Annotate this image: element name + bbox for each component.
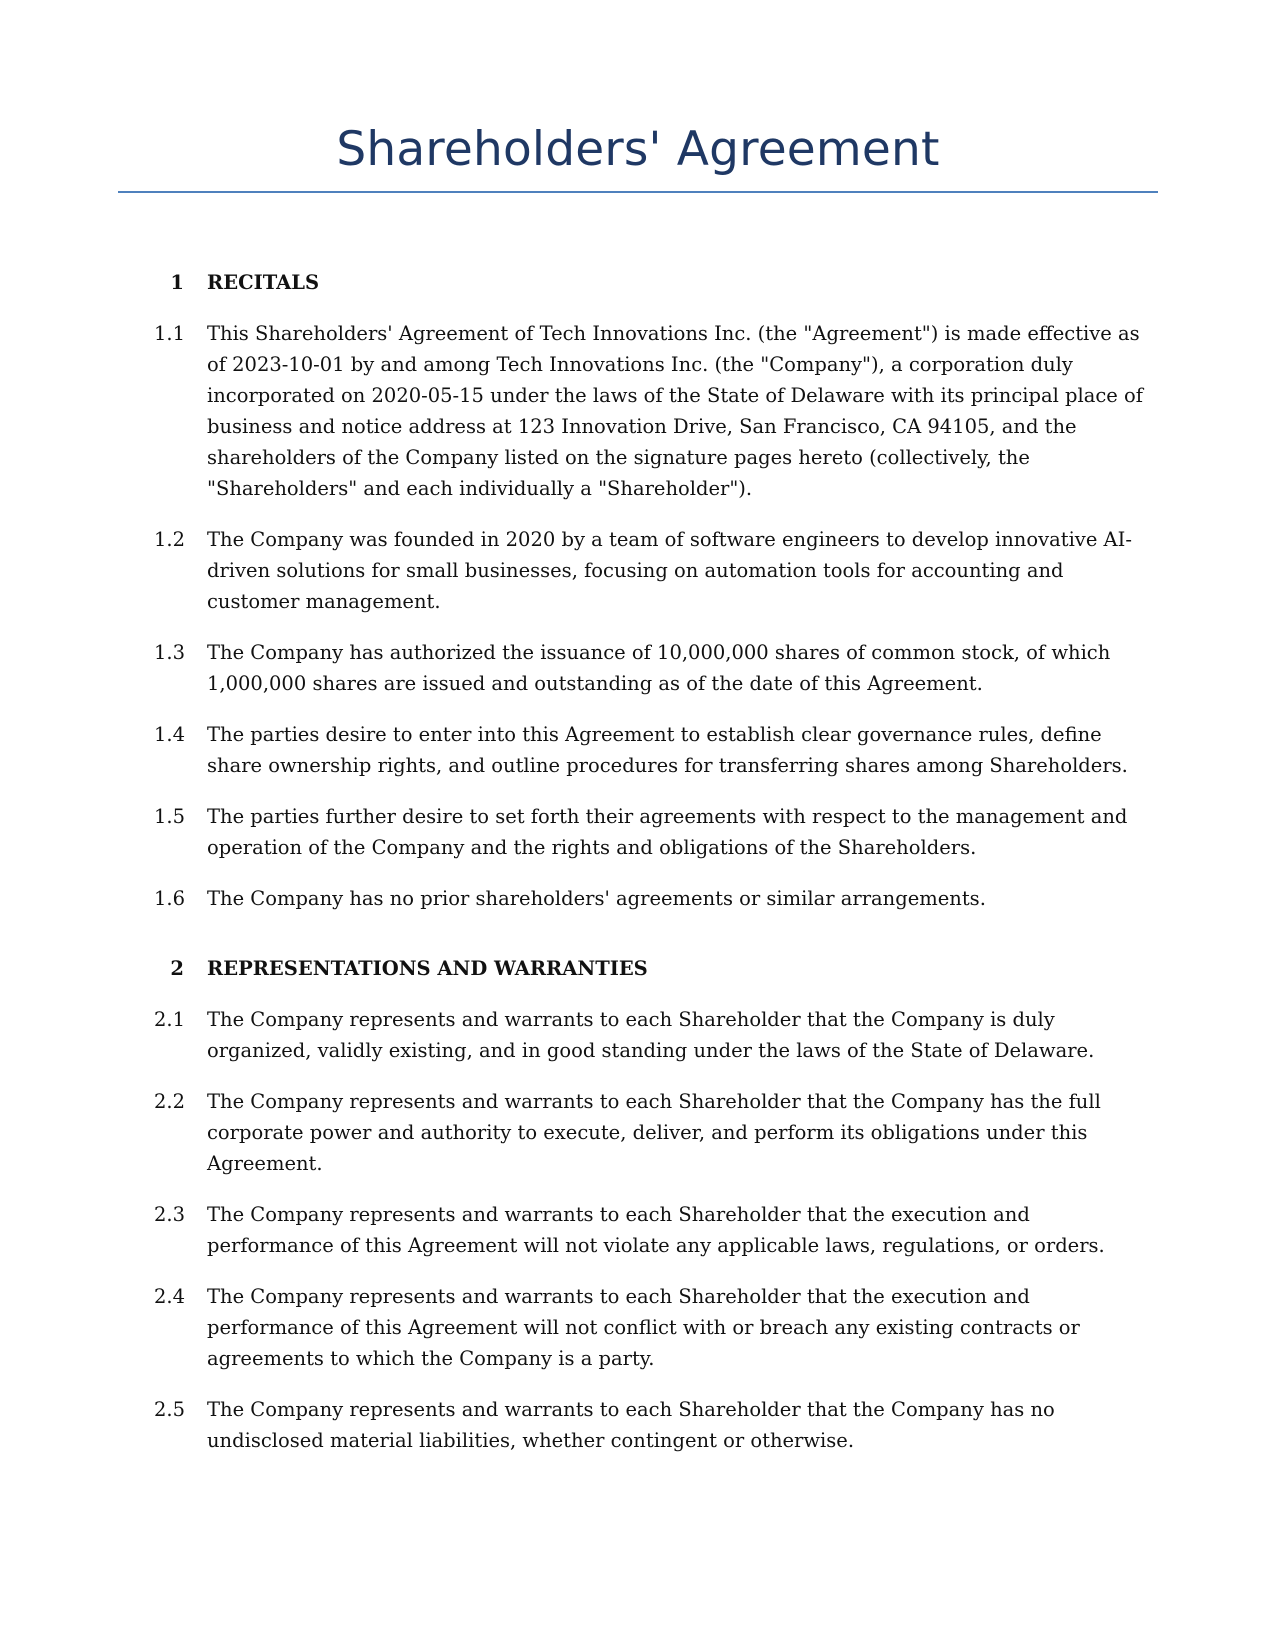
clause-number: 2.1 bbox=[153, 1008, 185, 1031]
clause bbox=[0, 1394, 1275, 1456]
clause-text bbox=[207, 719, 1137, 781]
clause-line: incorporated on 2020-05-15 under the laws of the State of Delaware with its principal place of bbox=[207, 384, 1143, 407]
document-title: Shareholders' Agreement bbox=[336, 122, 940, 177]
section-heading-text: REPRESENTATIONS AND WARRANTIES bbox=[207, 957, 648, 980]
title-underline bbox=[118, 191, 1158, 193]
clause-line: The Company was founded in 2020 by a team of software engineers to develop innovative AI- bbox=[207, 528, 1132, 551]
clause-line: shareholders of the Company listed on the signature pages hereto (collectively, the bbox=[207, 446, 1030, 469]
clause bbox=[0, 637, 1275, 699]
clause-number: 1.2 bbox=[153, 528, 185, 551]
section-heading-text: RECITALS bbox=[207, 271, 320, 294]
clause-line: performance of this Agreement will not conflict with or breach any existing contracts or bbox=[207, 1316, 1080, 1339]
clause-line: The Company has authorized the issuance of 10,000,000 shares of common stock, of which bbox=[207, 641, 1111, 664]
section-representations-and-warranties bbox=[0, 954, 1275, 1456]
clause-line: business and notice address at 123 Innovation Drive, San Francisco, CA 94105, and the bbox=[207, 415, 1077, 438]
clause-line: "Shareholders" and each individually a "Shareholder"). bbox=[207, 477, 753, 500]
clause-line: organized, validly existing, and in good standing under the laws of the State of Delaware. bbox=[207, 1039, 1095, 1062]
clause-line: The parties desire to enter into this Agreement to establish clear governance rules, define bbox=[207, 723, 1102, 746]
clause-line: This Shareholders' Agreement of Tech Innovations Inc. (the "Agreement") is made effective as bbox=[207, 322, 1140, 345]
clause bbox=[0, 524, 1275, 617]
clause-line: The Company represents and warrants to each Shareholder that the Company has no bbox=[207, 1398, 1055, 1421]
clause-text bbox=[207, 801, 1137, 863]
clause-line: performance of this Agreement will not violate any applicable laws, regulations, or orders. bbox=[207, 1234, 1105, 1257]
clause-line: 1,000,000 shares are issued and outstanding as of the date of this Agreement. bbox=[207, 672, 983, 695]
clause-text bbox=[207, 1086, 1137, 1179]
clause-line: of 2023-10-01 by and among Tech Innovations Inc. (the "Company"), a corporation duly bbox=[207, 353, 1073, 376]
clause-line: The Company represents and warrants to each Shareholder that the Company is duly bbox=[207, 1008, 1055, 1031]
clause-number: 2.3 bbox=[153, 1203, 185, 1226]
clause bbox=[0, 883, 1275, 914]
clause-number: 1.6 bbox=[153, 887, 185, 910]
clause-number: 1.5 bbox=[153, 805, 185, 828]
clause-number: 1.4 bbox=[153, 723, 185, 746]
clause-line: The Company represents and warrants to each Shareholder that the execution and bbox=[207, 1285, 1030, 1308]
section-heading bbox=[0, 268, 1275, 298]
clause-line: Agreement. bbox=[207, 1152, 323, 1175]
clause bbox=[0, 719, 1275, 781]
clause-line: corporate power and authority to execute, deliver, and perform its obligations under this bbox=[207, 1121, 1088, 1144]
clause-line: agreements to which the Company is a party. bbox=[207, 1347, 655, 1370]
clause-line: customer management. bbox=[207, 590, 441, 613]
clause-line: undisclosed material liabilities, whether contingent or otherwise. bbox=[207, 1429, 855, 1452]
clause-line: The Company represents and warrants to each Shareholder that the execution and bbox=[207, 1203, 1030, 1226]
section-heading bbox=[0, 954, 1275, 984]
clause-text bbox=[207, 1281, 1137, 1374]
clause-number: 1.3 bbox=[153, 641, 185, 664]
clause bbox=[0, 801, 1275, 863]
clause-line: The Company represents and warrants to each Shareholder that the Company has the full bbox=[207, 1090, 1101, 1113]
clause-number: 2.5 bbox=[153, 1398, 185, 1421]
clause-text bbox=[207, 318, 1143, 504]
section-number: 1 bbox=[170, 271, 184, 294]
clause bbox=[0, 1281, 1275, 1374]
clause-line: operation of the Company and the rights and obligations of the Shareholders. bbox=[207, 836, 977, 859]
clause-text bbox=[207, 524, 1137, 617]
clause-line: The parties further desire to set forth their agreements with respect to the management and bbox=[207, 805, 1128, 828]
clause-text bbox=[207, 1394, 1137, 1456]
clause-line: The Company has no prior shareholders' agreements or similar arrangements. bbox=[207, 887, 986, 910]
clause-text bbox=[207, 1004, 1137, 1066]
section-number: 2 bbox=[170, 957, 184, 980]
clause-text bbox=[207, 883, 1137, 914]
clause-number: 2.2 bbox=[153, 1090, 185, 1113]
clause-number: 2.4 bbox=[153, 1285, 185, 1308]
clause bbox=[0, 1199, 1275, 1261]
clause bbox=[0, 1004, 1275, 1066]
clause-line: driven solutions for small businesses, focusing on automation tools for accounting and bbox=[207, 559, 1064, 582]
clause-line: share ownership rights, and outline procedures for transferring shares among Shareholders. bbox=[207, 754, 1128, 777]
section-recitals bbox=[0, 268, 1275, 914]
clause-text bbox=[207, 637, 1137, 699]
clause-number: 1.1 bbox=[153, 322, 185, 345]
clause-text bbox=[207, 1199, 1137, 1261]
clause bbox=[0, 1086, 1275, 1179]
clause bbox=[0, 318, 1275, 504]
